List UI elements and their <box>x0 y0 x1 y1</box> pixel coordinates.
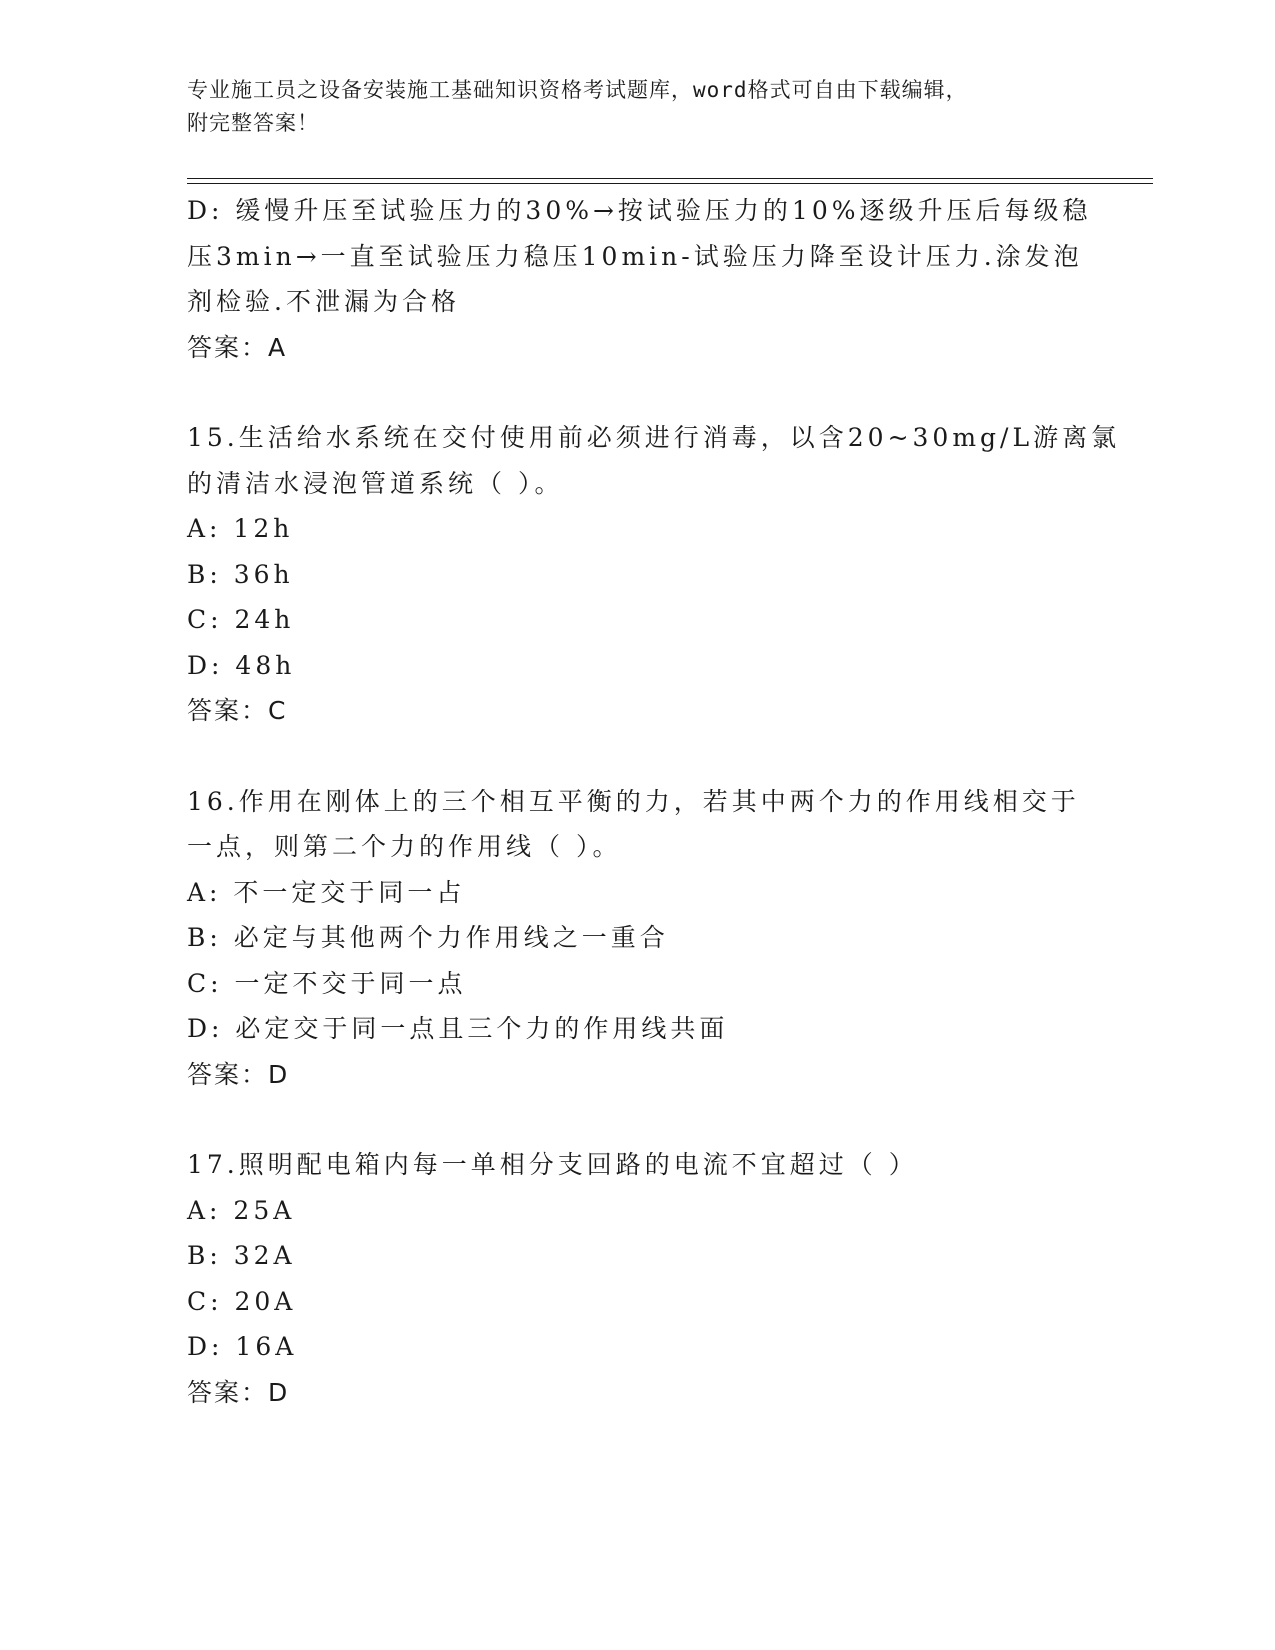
option-a: A: 12h <box>187 514 294 543</box>
option-c: C: 一定不交于同一点 <box>187 968 467 998</box>
question-spacer <box>187 734 1087 779</box>
answer-line: 答案：D <box>187 1377 290 1407</box>
question-15 <box>187 415 1121 734</box>
header-divider-top <box>187 178 1153 179</box>
option-b: B: 必定与其他两个力作用线之一重合 <box>187 923 669 952</box>
option-c: C: 20A <box>187 1286 297 1316</box>
prev-question-continuation <box>187 188 1092 370</box>
option-d: D: 必定交于同一点且三个力的作用线共面 <box>187 1014 729 1043</box>
option-d: D: 48h <box>187 650 296 680</box>
question-spacer <box>187 1097 1087 1142</box>
option-b: B: 32A <box>187 1241 296 1270</box>
header-divider-bottom <box>187 183 1153 184</box>
option-b: B: 36h <box>187 559 294 589</box>
option-d: D: 16A <box>187 1332 298 1361</box>
answer-line: 答案：D <box>187 1059 290 1089</box>
question-stem: 一点，则第二个力的作用线（ ）。 <box>187 832 622 861</box>
header-line-2: 附完整答案！ <box>187 111 319 135</box>
question-stem: 的清洁水浸泡管道系统（ ）。 <box>187 468 564 498</box>
answer-line: 答案：A <box>187 332 288 362</box>
option-a: A: 不一定交于同一占 <box>187 877 466 907</box>
question-stem: 16.作用在刚体上的三个相互平衡的力，若其中两个力的作用线相交于 <box>187 786 1080 816</box>
question-spacer <box>187 370 1087 415</box>
option-d-line: 压3min→一直至试验压力稳压10min-试验压力降至设计压力.涂发泡 <box>187 241 1083 271</box>
question-stem: 17.照明配电箱内每一单相分支回路的电流不宜超过（ ） <box>187 1150 918 1179</box>
option-d-line: 剂检验.不泄漏为合格 <box>187 287 460 316</box>
option-d-line: D: 缓慢升压至试验压力的30%→按试验压力的10%逐级升压后每级稳 <box>187 196 1092 225</box>
question-16 <box>187 779 1087 1098</box>
option-a: A: 25A <box>187 1195 296 1225</box>
header-line-1: 专业施工员之设备安装施工基础知识资格考试题库，word格式可自由下载编辑， <box>187 78 968 102</box>
option-c: C: 24h <box>187 605 295 634</box>
question-stem: 15.生活给水系统在交付使用前必须进行消毒，以含20~30mg/L游离氯 <box>187 423 1121 452</box>
page-header <box>187 74 1067 140</box>
question-17 <box>187 1142 1087 1415</box>
answer-line: 答案：C <box>187 696 288 725</box>
question-content <box>187 188 1121 1415</box>
